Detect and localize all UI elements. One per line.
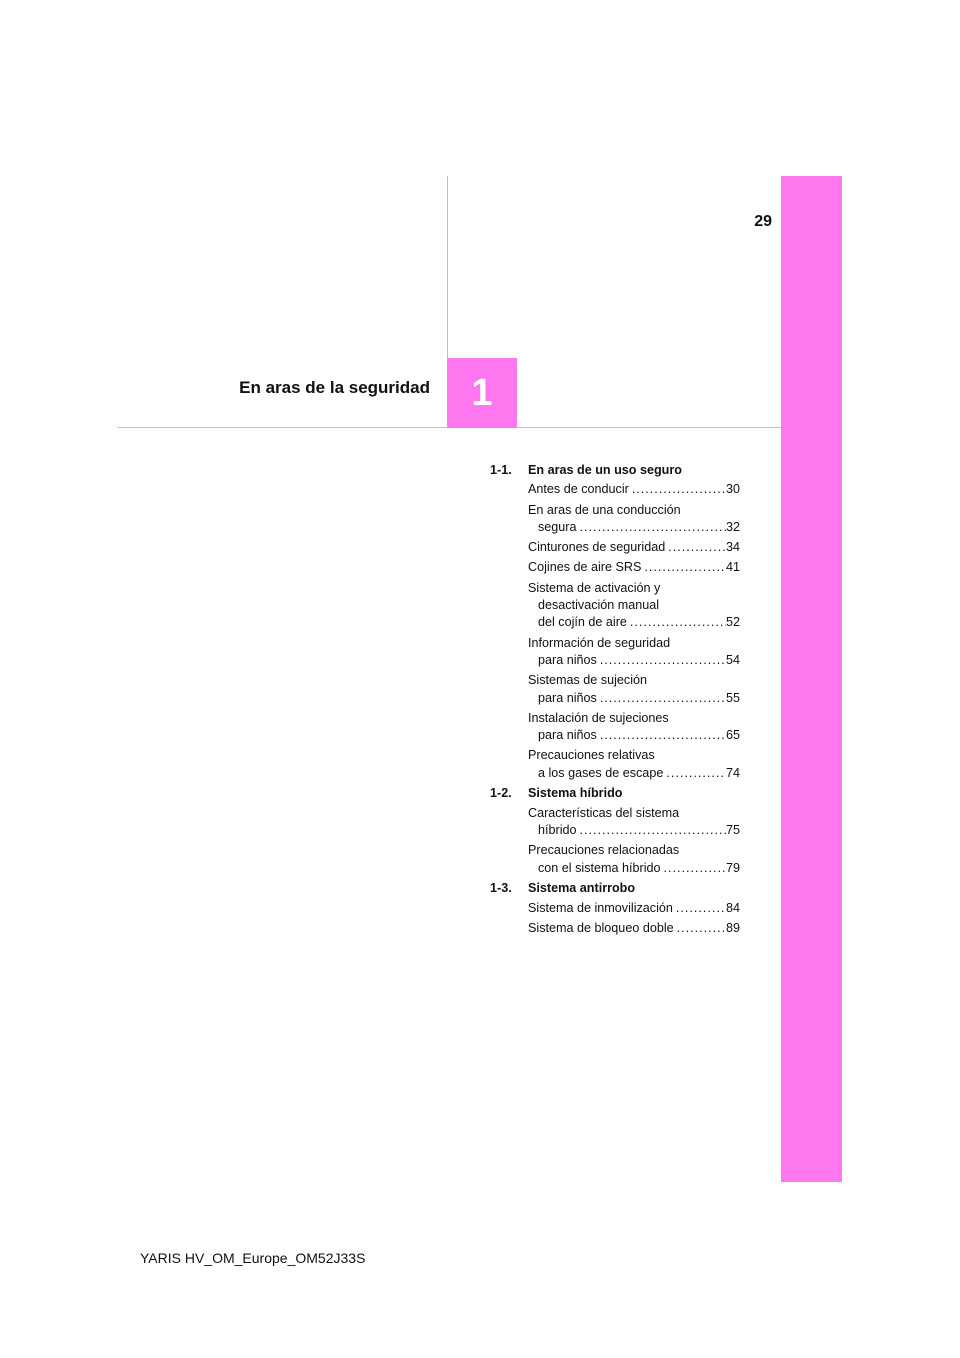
toc-entry[interactable] xyxy=(528,539,740,556)
toc-entry-title: para niños xyxy=(538,728,597,743)
toc-entry[interactable] xyxy=(528,672,740,707)
toc-section-number: 1-1. xyxy=(490,463,512,477)
toc-entry-title: a los gases de escape xyxy=(538,765,664,780)
toc-dot-leader xyxy=(597,652,726,669)
toc-entry-title: segura xyxy=(538,520,577,535)
toc-entry-title: del cojín de aire xyxy=(538,615,627,630)
toc-entry[interactable] xyxy=(528,747,740,782)
chapter-title: En aras de la seguridad xyxy=(239,378,430,397)
toc-entry-page: 74 xyxy=(725,765,740,780)
toc-section[interactable] xyxy=(490,785,740,802)
toc-section[interactable] xyxy=(490,880,740,897)
toc-entry-title: para niños xyxy=(538,690,597,705)
toc-dot-leader xyxy=(577,519,726,536)
toc-entry-page: 30 xyxy=(725,482,740,497)
toc-section-title: Sistema híbrido xyxy=(528,786,623,801)
toc-dot-leader xyxy=(641,559,726,576)
toc-dot-leader xyxy=(629,481,726,498)
toc-entry[interactable] xyxy=(528,502,740,537)
toc-entry-title: Antes de conducir xyxy=(528,482,629,497)
toc-entry[interactable] xyxy=(528,710,740,745)
toc-entry-page: 65 xyxy=(725,728,740,743)
toc-entry-page: 79 xyxy=(725,860,740,875)
toc-entry-title: híbrido xyxy=(538,823,577,838)
toc-entry[interactable] xyxy=(528,481,740,498)
toc-entry-title: Características del sistema xyxy=(528,805,680,820)
toc-dot-leader xyxy=(673,900,726,917)
toc-dot-leader xyxy=(674,920,726,937)
chapter-side-tab xyxy=(781,176,842,1182)
toc-entry-title: Precauciones relativas xyxy=(528,748,655,763)
toc-entry[interactable] xyxy=(528,842,740,877)
toc-entry-title: Sistema de activación y xyxy=(528,580,661,595)
toc-entry-title: Precauciones relacionadas xyxy=(528,843,680,858)
toc-entry-title: Instalación de sujeciones xyxy=(528,710,669,725)
toc-entry[interactable] xyxy=(528,805,740,840)
page-number: 29 xyxy=(754,213,772,230)
toc-entry-title: En aras de una conducción xyxy=(528,502,681,517)
toc-entry-page: 89 xyxy=(725,920,740,935)
vertical-divider xyxy=(447,176,448,359)
toc-entry[interactable] xyxy=(528,920,740,937)
table-of-contents xyxy=(490,460,740,940)
toc-section[interactable] xyxy=(490,462,740,479)
toc-item-list xyxy=(528,900,740,938)
toc-entry-page: 75 xyxy=(725,823,740,838)
toc-entry-page: 41 xyxy=(725,560,740,575)
toc-entry-title: para niños xyxy=(538,653,597,668)
chapter-number-box: 1 xyxy=(447,358,517,428)
toc-section-number: 1-3. xyxy=(490,881,512,896)
toc-dot-leader xyxy=(663,765,726,782)
toc-dot-leader xyxy=(577,822,726,839)
toc-dot-leader xyxy=(665,539,726,556)
toc-entry-title: Cojines de aire SRS xyxy=(528,560,642,575)
toc-entry-page: 34 xyxy=(725,540,740,555)
toc-entry[interactable] xyxy=(528,900,740,917)
document-footer: YARIS HV_OM_Europe_OM52J33S xyxy=(140,1250,366,1266)
toc-entry-title: Cinturones de seguridad xyxy=(528,540,666,555)
toc-entry-title: Información de seguridad xyxy=(528,635,671,650)
toc-entry-title: Sistemas de sujeción xyxy=(528,673,648,688)
toc-entry[interactable] xyxy=(528,580,740,632)
toc-dot-leader xyxy=(597,690,726,707)
toc-entry-page: 55 xyxy=(725,690,740,705)
toc-entry-page: 32 xyxy=(725,520,740,535)
toc-section-title: En aras de un uso seguro xyxy=(528,463,682,477)
toc-dot-leader xyxy=(627,614,726,631)
toc-entry-page: 52 xyxy=(725,615,740,630)
toc-entry-title: con el sistema híbrido xyxy=(538,860,661,875)
toc-section-number: 1-2. xyxy=(490,786,512,801)
toc-dot-leader xyxy=(597,727,726,744)
toc-entry[interactable] xyxy=(528,559,740,576)
toc-entry[interactable] xyxy=(528,635,740,670)
toc-section-title: Sistema antirrobo xyxy=(528,881,636,896)
toc-entry-title: Sistema de inmovilización xyxy=(528,900,673,915)
toc-entry-title: desactivación manual xyxy=(538,598,660,613)
toc-item-list xyxy=(528,481,740,782)
toc-dot-leader xyxy=(661,860,726,877)
toc-item-list xyxy=(528,805,740,877)
toc-entry-title: Sistema de bloqueo doble xyxy=(528,920,674,935)
toc-entry-page: 84 xyxy=(725,900,740,915)
toc-entry-page: 54 xyxy=(725,653,740,668)
